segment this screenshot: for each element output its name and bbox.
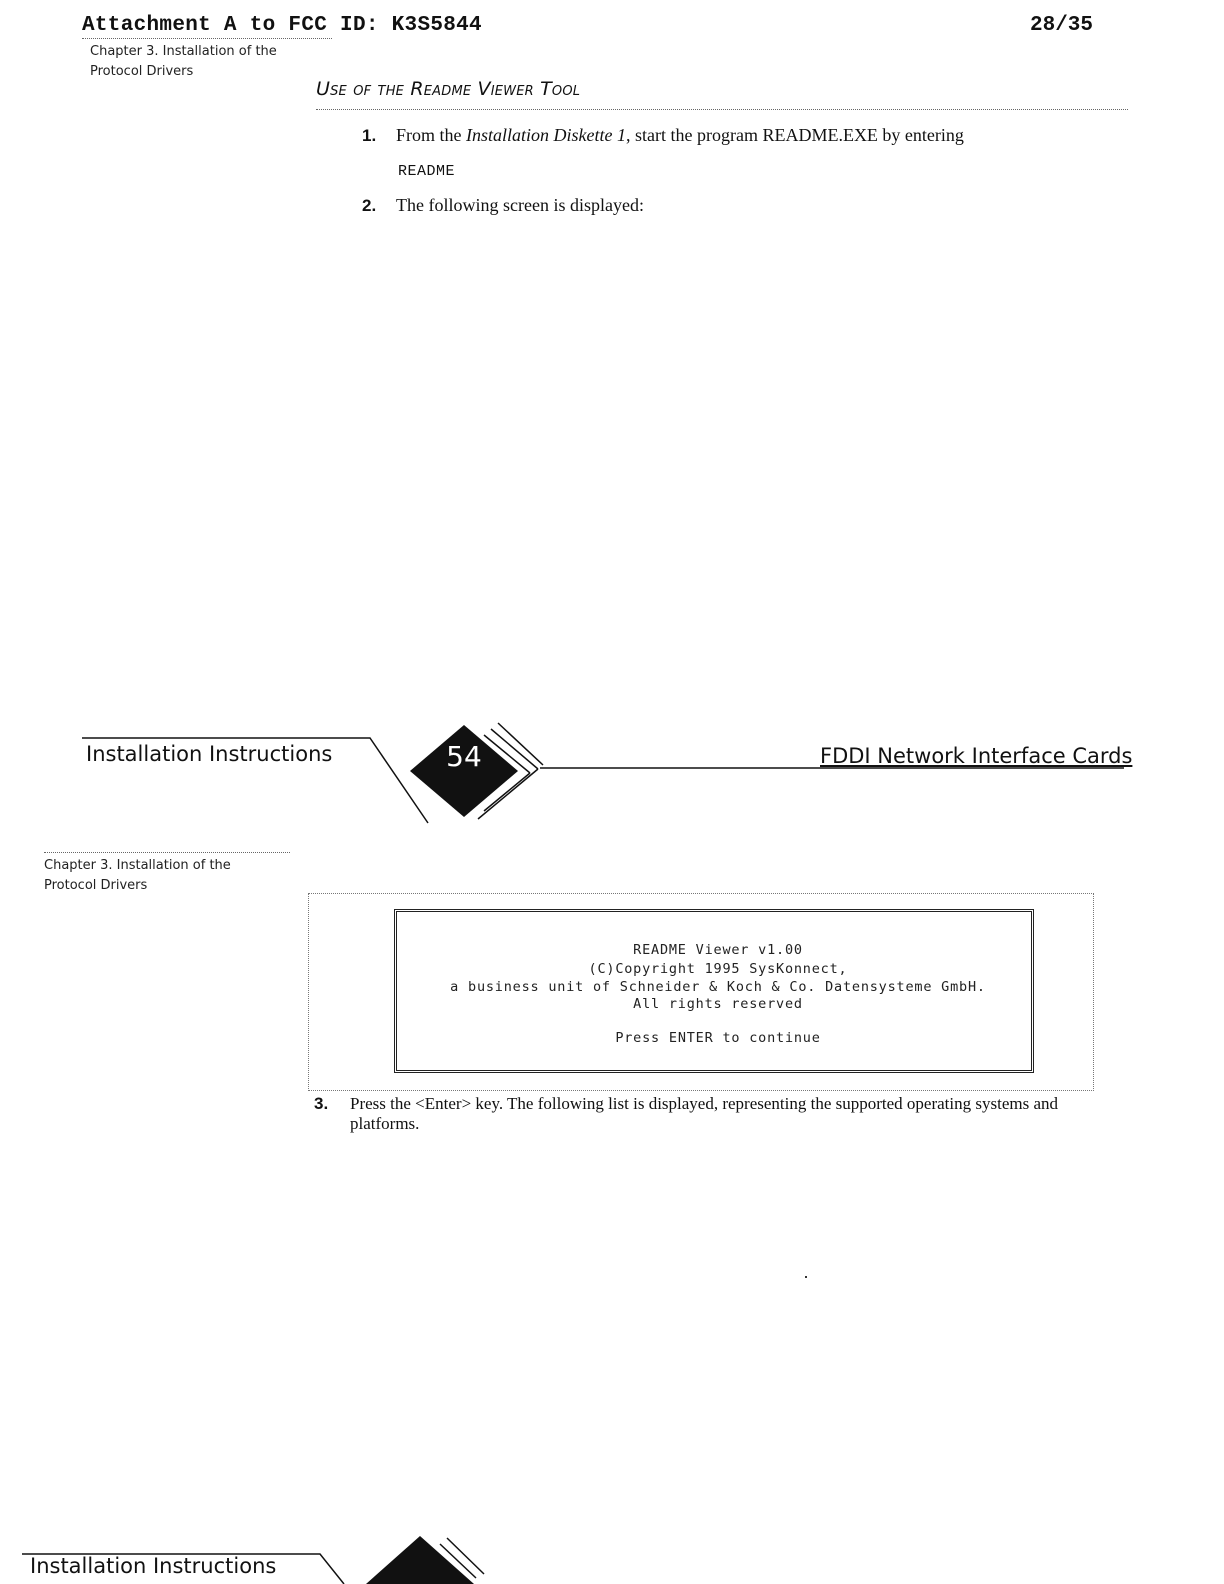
section-heading: Use of the Readme Viewer Tool xyxy=(316,78,581,100)
screen-prompt: Press ENTER to continue xyxy=(615,1030,821,1046)
chapter-label-line1: Chapter 3. Installation of the xyxy=(44,858,231,873)
footer-graphic xyxy=(0,715,1224,830)
chapter-label xyxy=(90,42,330,82)
chapter-label-line1: Chapter 3. Installation of the xyxy=(90,44,277,59)
page-number-badge: 54 xyxy=(446,740,482,773)
step-number: 3. xyxy=(314,1094,329,1113)
step-text: The following screen is displayed: xyxy=(396,195,644,215)
step-3 xyxy=(314,1094,1094,1133)
scan-speck xyxy=(805,1276,807,1278)
bottom-chapter-label xyxy=(44,856,284,896)
command-text: README xyxy=(398,163,456,180)
step-text: Press the <Enter> key. The following list is displayed, representing the supported operating systems and platforms. xyxy=(350,1094,1059,1133)
footer-right-label: FDDI Network Interface Cards xyxy=(820,744,1133,768)
step-text-italic: Installation Diskette 1 xyxy=(466,125,626,145)
section-divider xyxy=(316,109,1128,110)
screen-rights: All rights reserved xyxy=(633,996,803,1012)
page-counter: 28/35 xyxy=(1030,14,1094,37)
step-number: 1. xyxy=(362,126,377,145)
step-2 xyxy=(362,195,644,216)
step-text-post: , start the program README.EXE by entering xyxy=(625,125,964,145)
attachment-title: Attachment A to FCC ID: K3S5844 xyxy=(82,14,482,37)
step-1 xyxy=(362,125,964,146)
footer-left-label: Installation Instructions xyxy=(86,742,333,766)
screen-title: README Viewer v1.00 xyxy=(633,942,803,958)
bottom-chapter-divider xyxy=(44,852,290,853)
chapter-label-line2: Protocol Drivers xyxy=(44,878,148,893)
step-text-pre: From the xyxy=(396,125,466,145)
footer2-left-label: Installation Instructions xyxy=(30,1554,277,1578)
step-number: 2. xyxy=(362,196,377,215)
screen-copyright: (C)Copyright 1995 SysKonnect, xyxy=(588,961,848,977)
chapter-label-line2: Protocol Drivers xyxy=(90,64,194,79)
header-underline xyxy=(82,38,332,39)
screen-company: a business unit of Schneider & Koch & Co. Datensysteme GmbH. xyxy=(450,979,986,995)
